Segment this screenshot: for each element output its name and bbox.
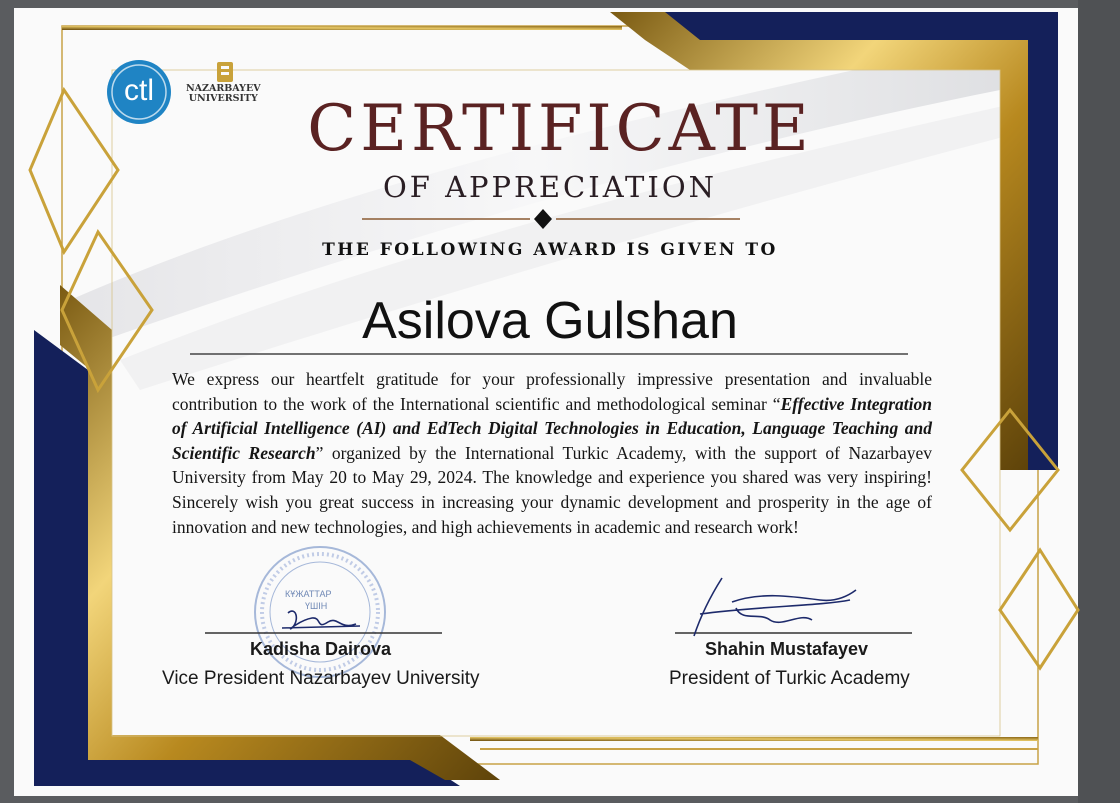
nu-line-2: UNIVERSITY xyxy=(188,93,258,104)
body-text-part-2: ” organized by the International Turkic Academy, with the support of Nazarbayev University from May 20 to May 29, 2024. The knowledge and experience you shared was very inspiring! Sincerely wish you great success in increasing your dynamic development and prosperity in the age of innovation and new technologies, and high achievements in academic and research work! xyxy=(172,442,933,537)
body-text-part-1: We express our heartfelt gratitude for your professionally impressive presentation and invaluable contribution to the work of the International scientific and methodological seminar “ xyxy=(172,369,932,414)
bottom-gold-rule-shadow xyxy=(480,748,1038,750)
left-signatory-name: Kadisha Dairova xyxy=(250,639,392,659)
nazarbayev-university-logo-icon xyxy=(217,62,233,82)
left-signatory-role: Vice President Nazarbayev University xyxy=(162,668,480,689)
right-signatory-name: Shahin Mustafayev xyxy=(705,639,869,659)
recipient-name: Asilova Gulshan xyxy=(362,292,738,350)
nu-line-1: NAZARBAYEV xyxy=(186,83,261,94)
certificate-subtitle: OF APPRECIATION xyxy=(382,170,718,204)
ctl-logo-letters: ctl xyxy=(124,74,154,107)
stamp-text-line-1: КҰЖАТТАР xyxy=(285,589,332,599)
right-signatory-role: President of Turkic Academy xyxy=(669,668,910,689)
seminar-title: Effective Integration of Artificial Intelligence (AI) and EdTech Digital Technologies in Education, Language Teaching and Scientific Research xyxy=(172,393,933,463)
top-gold-rule xyxy=(62,26,622,30)
certificate-body-text xyxy=(172,367,932,539)
award-line: THE FOLLOWING AWARD IS GIVEN TO xyxy=(322,240,778,260)
stamp-text-line-2: ҮШІН xyxy=(305,601,328,611)
certificate-title: CERTIFICATE xyxy=(307,92,813,166)
bottom-gold-rule xyxy=(470,737,1038,741)
